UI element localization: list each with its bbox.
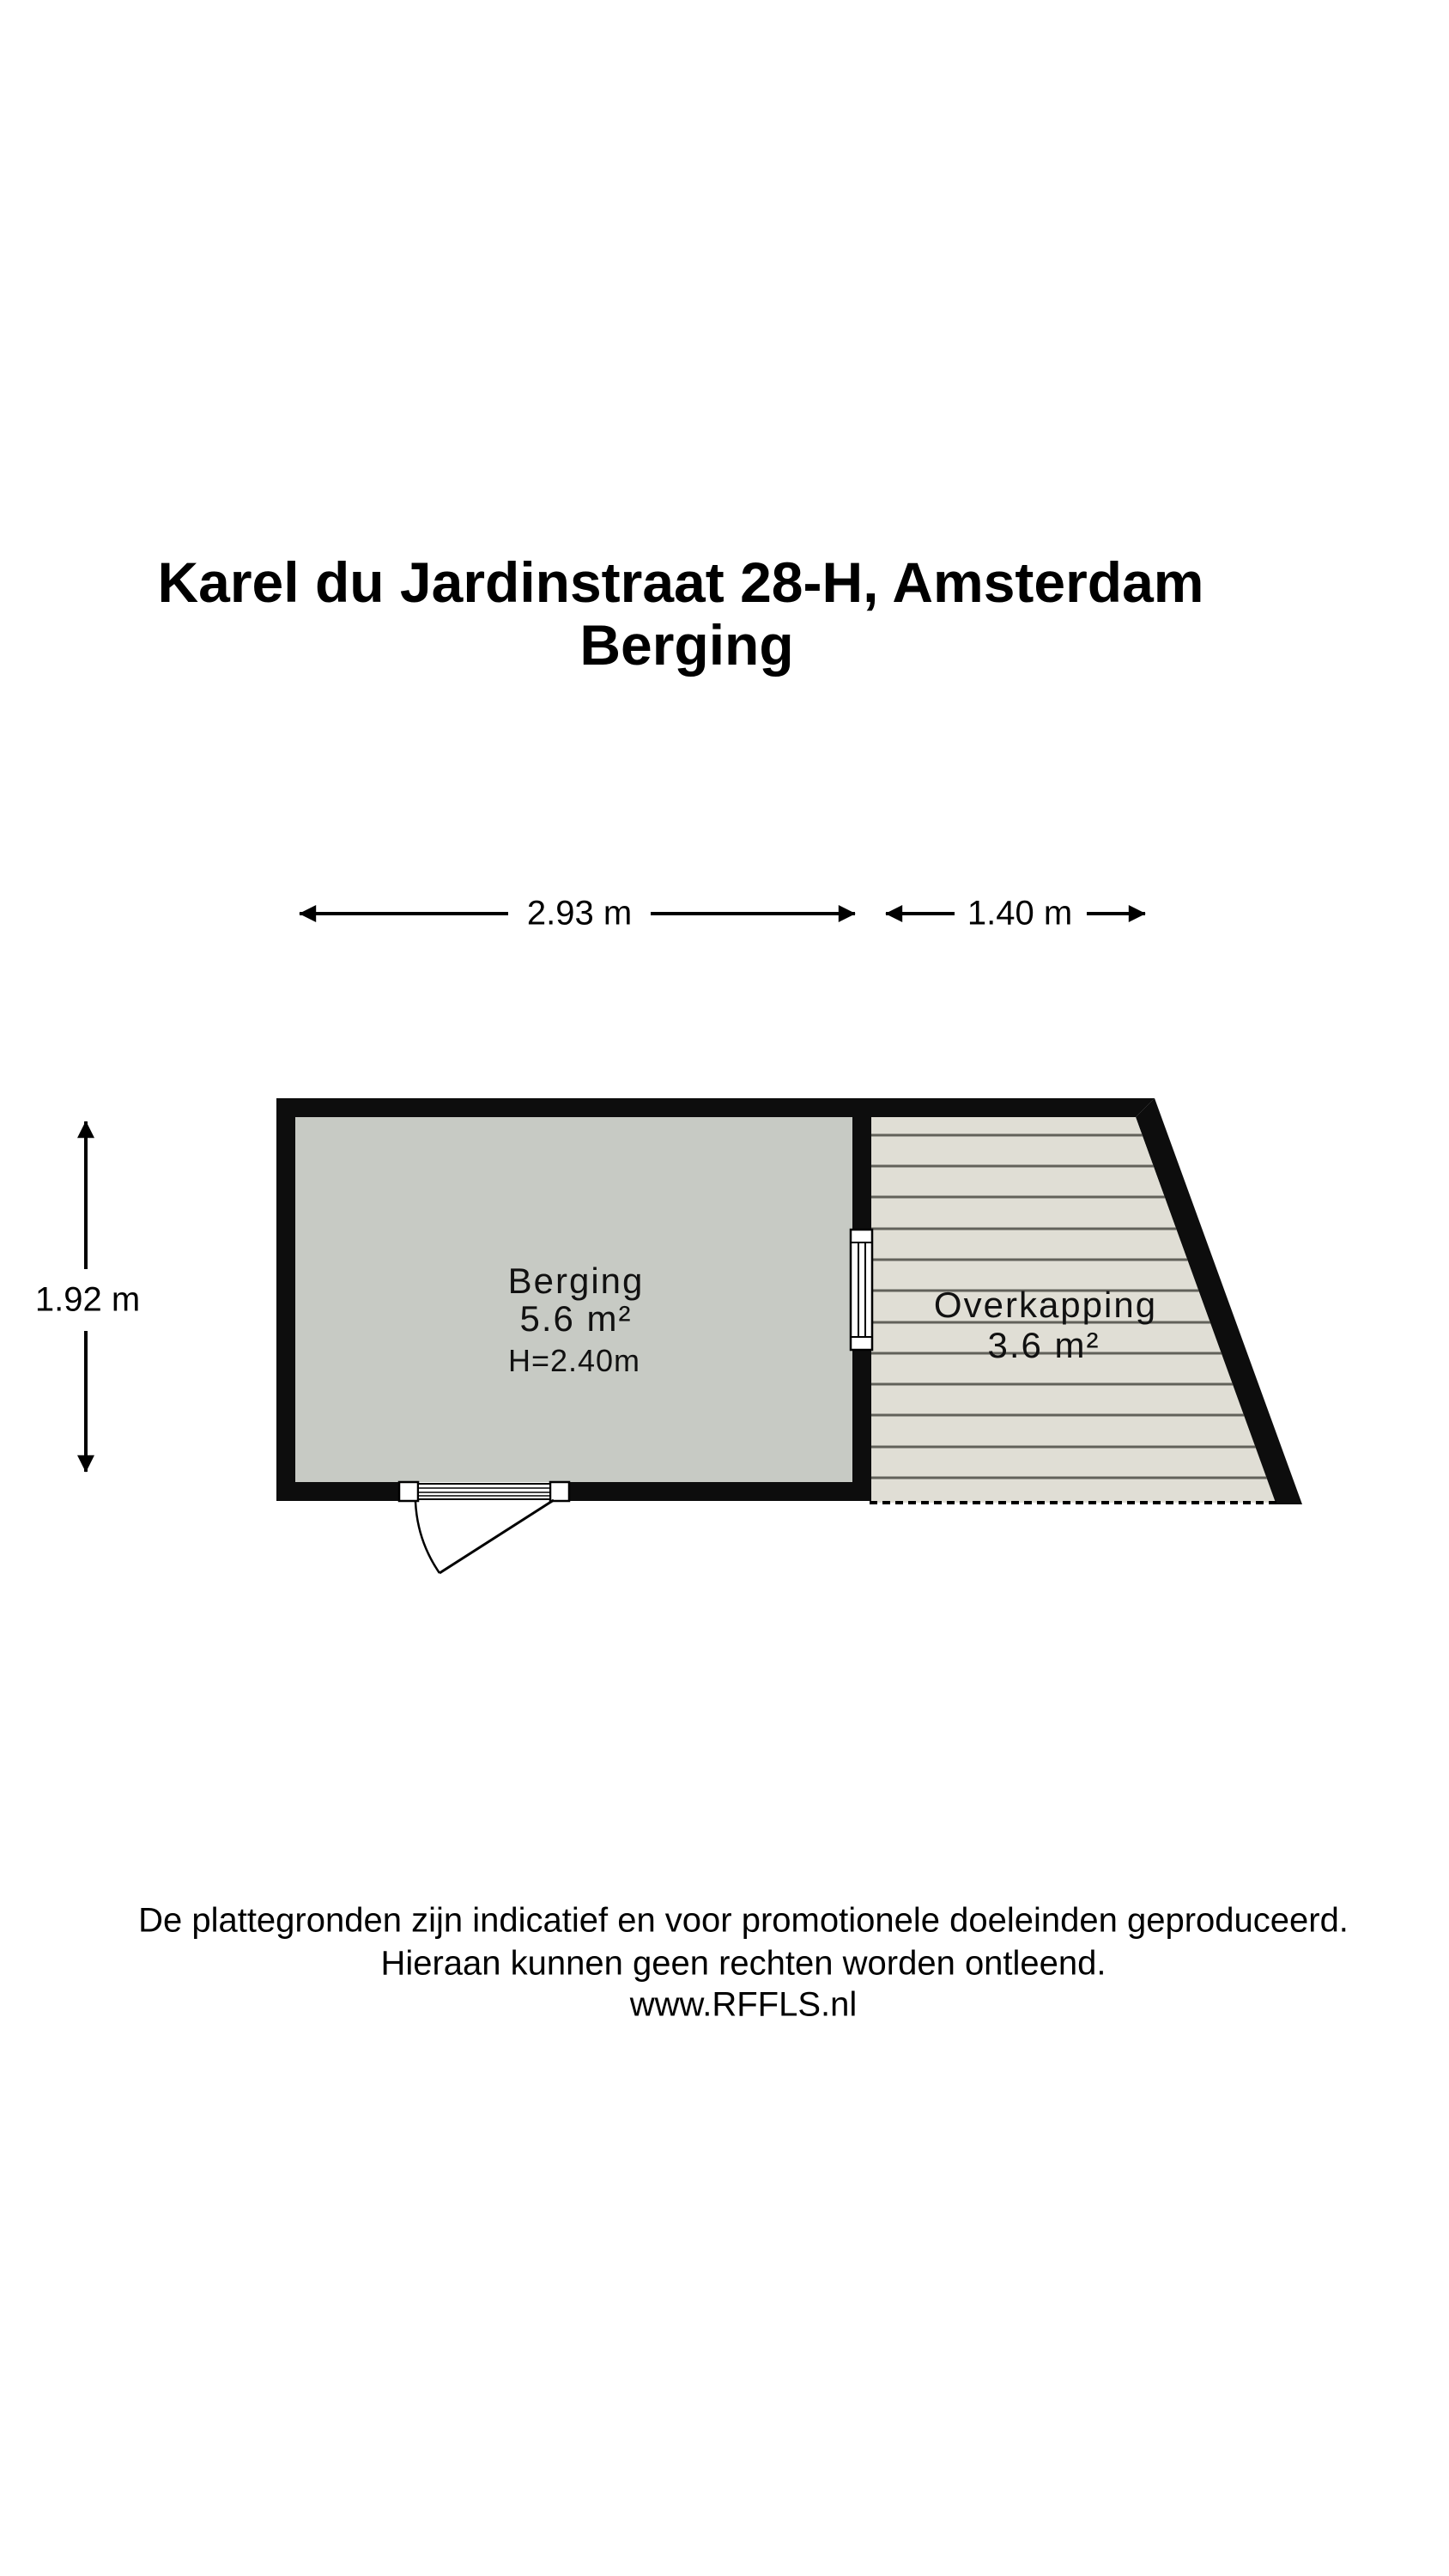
footer-disclaimer-line1: De plattegronden zijn indicatief en voor promotionele doeleinden geproduceerd. [138, 1901, 1349, 1940]
berging-room-name: Berging [507, 1261, 645, 1301]
plan-title-floor: Berging [579, 613, 794, 677]
door-post-right [550, 1482, 569, 1501]
door-swing-arc [415, 1502, 440, 1573]
overkapping-room-name: Overkapping [933, 1285, 1158, 1325]
door-panel [418, 1484, 550, 1499]
berging-ceiling-height: H=2.40m [507, 1343, 641, 1378]
footer-disclaimer-line2: Hieraan kunnen geen rechten worden ontleend. [380, 1944, 1106, 1983]
door-swing-leaf [440, 1500, 554, 1573]
berging-room-area: 5.6 m² [519, 1298, 633, 1339]
divider-window [851, 1230, 872, 1350]
plan-title-address: Karel du Jardinstraat 28-H, Amsterdam [157, 550, 1204, 614]
dimension-label-berging-width: 2.93 m [526, 894, 633, 933]
overkapping-top-wall [871, 1098, 1155, 1117]
footer-website: www.RFFLS.nl [629, 1985, 858, 2024]
door-post-left [399, 1482, 418, 1501]
entrance-door [399, 1482, 569, 1573]
dimension-label-overkapping-width: 1.40 m [967, 894, 1073, 933]
dimension-label-berging-depth: 1.92 m [34, 1280, 141, 1319]
overkapping-room-area: 3.6 m² [987, 1325, 1100, 1365]
